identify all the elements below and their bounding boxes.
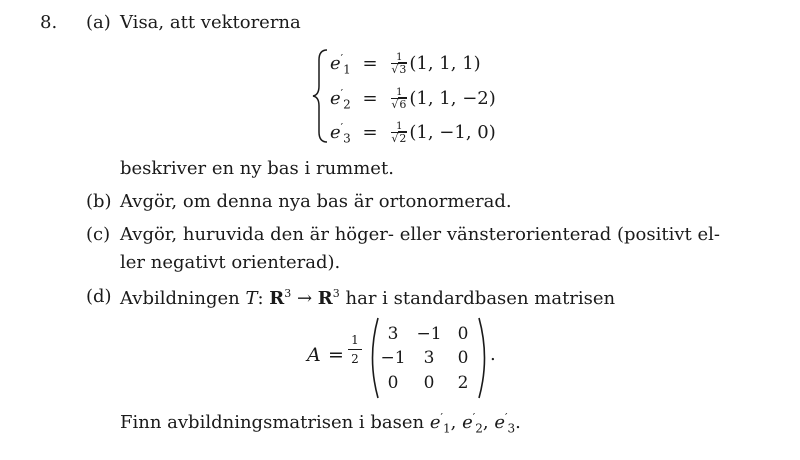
part-d-final: Finn avbildningsmatrisen i basen $e'_1$, $e'_2$, $e'_3$. xyxy=(120,411,521,436)
part-a-label: (a) xyxy=(86,12,111,33)
part-a-text: Visa, att vektorerna xyxy=(120,12,301,33)
matrix-cell: 3 xyxy=(387,324,399,344)
matrix-cell: 0 xyxy=(423,373,435,393)
coef-frac-2: $\frac{1}{√6}$ xyxy=(391,87,407,111)
coef-frac-1: $\frac{1}{√3}$ xyxy=(391,52,407,76)
coef-frac-3: $\frac{1}{√2}$ xyxy=(391,121,407,145)
part-a-after: beskriver en ny bas i rummet. xyxy=(120,158,394,179)
part-b-text: Avgör, om denna nya bas är ortonormerad. xyxy=(120,191,512,212)
part-d-text: Avbildningen T: $R^3 \to R^3$ har i standardbasen matrisen xyxy=(120,287,616,309)
part-c-line2: ler negativt orienterad). xyxy=(120,252,341,273)
matrix-cell: 0 xyxy=(457,324,469,344)
part-b-label: (b) xyxy=(86,191,112,212)
matrix-coef: 1 2 xyxy=(348,334,362,365)
matrix-cell: 0 xyxy=(387,373,399,393)
equals-sign: = xyxy=(328,344,344,366)
matrix-cell: −1 xyxy=(380,348,406,368)
left-brace xyxy=(312,48,330,144)
part-c-label: (c) xyxy=(86,224,111,245)
matrix-cell: 0 xyxy=(457,348,469,368)
vector-row-2: $e'_2$ = $\frac{1}{√6}$ (1, 1, −2) xyxy=(330,87,496,112)
vector-row-1: $e'_1$ = $\frac{1}{√3}$ (1, 1, 1) xyxy=(330,52,481,77)
matrix-cell: 3 xyxy=(423,348,435,368)
part-d-label: (d) xyxy=(86,286,112,307)
vector-row-3: $e'_3$ = $\frac{1}{√2}$ (1, −1, 0) xyxy=(330,121,496,146)
part-c-line1: Avgör, huruvida den är höger- eller vänsterorienterad (positivt el- xyxy=(120,224,720,245)
matrix-name: A xyxy=(307,344,321,366)
matrix-body xyxy=(378,318,478,398)
matrix-period: . xyxy=(490,344,496,365)
problem-number: 8. xyxy=(40,12,58,33)
matrix-cell: 2 xyxy=(457,373,469,393)
matrix-cell: −1 xyxy=(416,324,442,344)
